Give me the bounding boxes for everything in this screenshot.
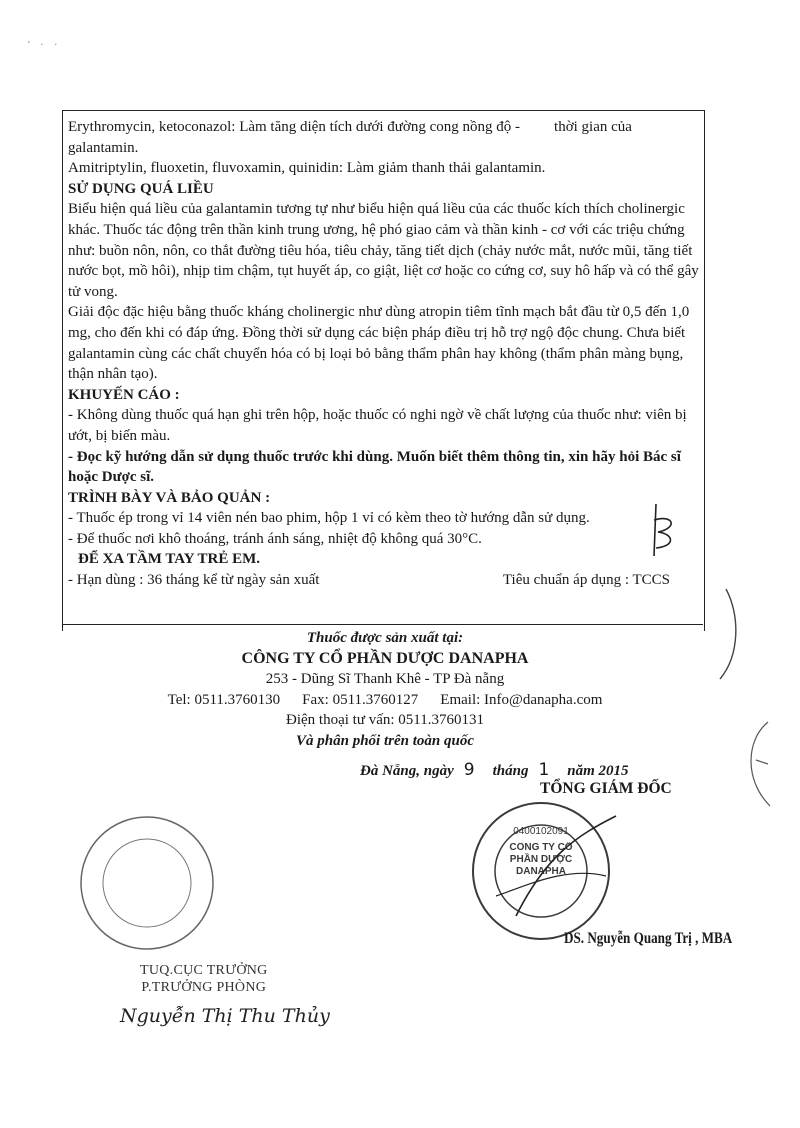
stamp-text: CÔNG TY CỔ PHẦN DƯỢC DANAPHA (509, 842, 573, 877)
overdose-paragraph-1: Biểu hiện quá liều của galantamin tương tự như biểu hiện quá liều của các thuốc kích thích cholinergic khác. Thuốc tác động trên thần kinh trung ương, hệ phó giao cảm và thần kinh - cơ với các triệu chứng như: buồn nôn, nôn, co thắt đường tiêu hóa, tiêu chảy, tăng tiết dịch (chảy nước mắt, nước mũi, tăng tiết nước bọt, mồ hôi), nhịp tim chậm, tụt huyết áp, co giật, liệt cơ hoặc co cứng cơ, suy hô hấp và có thể gây tử vong. (68, 201, 699, 300)
applied-standard: Tiêu chuẩn áp dụng : TCCS (502, 572, 670, 589)
contact-line (60, 690, 710, 711)
manufacturer-block (60, 628, 710, 751)
frame-bottom-rule (62, 624, 703, 625)
email: Email: Info@danapha.com (440, 691, 603, 708)
storage-paragraph-1: - Thuốc ép trong vỉ 14 viên nén bao phim, hộp 1 vỉ có kèm theo tờ hướng dẫn sử dụng. (68, 510, 590, 527)
date-day: 9 (463, 760, 475, 780)
approval-line2: P.TRƯỞNG PHÒNG (141, 980, 267, 995)
approval-block (140, 962, 268, 996)
scan-marks: ' · · (28, 40, 62, 51)
hotline: Điện thoại tư vấn: 0511.3760131 (286, 712, 484, 728)
signer-name: DS. Nguyễn Quang Trị , MBA (564, 930, 733, 947)
company-stamp (456, 796, 626, 946)
children-warning: ĐỂ XA TẦM TAY TRẺ EM. (78, 551, 260, 568)
storage-heading: TRÌNH BÀY VÀ BẢO QUẢN : (68, 489, 271, 506)
overdose-heading: SỬ DỤNG QUÁ LIỀU (68, 180, 214, 197)
margin-stamp-fragment-icon (738, 720, 788, 810)
stamp-code: 0400102091 (513, 826, 569, 837)
shelf-life-line (68, 570, 700, 591)
interactions-line2: galantamin. (68, 139, 139, 156)
date-month-label: tháng (492, 763, 529, 779)
overdose-paragraph-2: Giải độc đặc hiệu bằng thuốc kháng cholinergic như dùng atropin tiêm tĩnh mạch bắt đầu từ 0,5 đến 1,0 mg, cho đến khi có đáp ứng. Đồng thời sử dụng các biện pháp điều trị hỗ trợ ngộ độc chung. Chưa biết galantamin cùng các chất chuyển hóa có bị loại bỏ bằng thẩm phân hay không (thẩm phân màng bụng, thận nhân tạo). (68, 304, 690, 383)
shelf-life: - Hạn dùng : 36 tháng kể từ ngày sản xuất (68, 572, 320, 589)
director-title: TỔNG GIÁM ĐỐC (540, 780, 672, 797)
tel: Tel: 0511.3760130 (167, 691, 281, 708)
date-line (360, 760, 629, 780)
interactions-line1-b: thời gian của (554, 119, 632, 135)
manufacturer-intro: Thuốc được sản xuất tại: (306, 630, 464, 646)
interactions-line1-a: Erythromycin, ketoconazol: Làm tăng diện tích dưới đường cong nồng độ - (68, 119, 521, 135)
warning-paragraph-1: - Không dùng thuốc quá hạn ghi trên hộp, hoặc thuốc có nghi ngờ về chất lượng của thuốc như: viên bị ướt, bị biến màu. (68, 407, 687, 444)
approval-line1: TUQ.CỤC TRƯỞNG (140, 963, 268, 978)
storage-paragraph-2: - Để thuốc nơi khô thoáng, tránh ánh sáng, nhiệt độ không quá 30°C. (68, 530, 482, 547)
warning-heading: KHUYẾN CÁO : (68, 386, 180, 403)
approval-signature: Nguyễn Thị Thu Thủy (120, 1005, 330, 1027)
interactions-text (68, 117, 700, 138)
fax: Fax: 0511.3760127 (302, 691, 419, 708)
margin-arc-icon (706, 585, 746, 685)
company-address: 253 - Dũng Sĩ Thanh Khê - TP Đà nẵng (265, 671, 505, 687)
approval-stamp-icon (72, 808, 222, 958)
date-month: 1 (538, 760, 550, 780)
warning-paragraph-2: - Đọc kỹ hướng dẫn sử dụng thuốc trước khi dùng. Muốn biết thêm thông tin, xin hãy hỏi Bác sĩ hoặc Dược sĩ. (68, 448, 681, 486)
date-place: Đà Nẵng, ngày (360, 763, 454, 779)
initial-signature-icon (644, 500, 684, 560)
interactions-line3: Amitriptylin, fluoxetin, fluvoxamin, quinidin: Làm giảm thanh thải galantamin. (68, 160, 546, 177)
distribution-note: Và phân phối trên toàn quốc (296, 732, 474, 749)
date-year: năm 2015 (567, 763, 629, 779)
company-name: CÔNG TY CỔ PHẦN DƯỢC DANAPHA (241, 649, 529, 667)
leaflet-body (68, 117, 700, 591)
